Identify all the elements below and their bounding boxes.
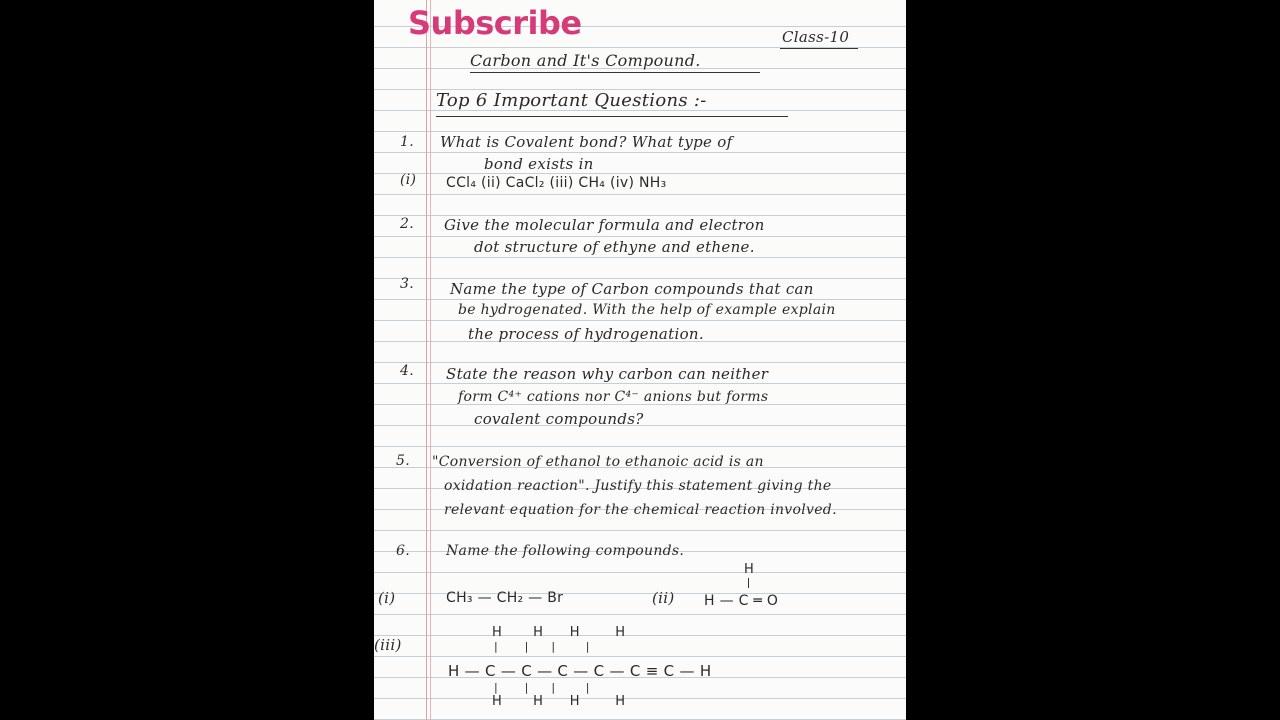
option-label: (i) — [400, 172, 417, 188]
title-underline — [470, 72, 760, 73]
question-line: Give the molecular formula and electron — [444, 216, 765, 234]
question-line: be hydrogenated. With the help of example explain — [458, 302, 836, 318]
question-number: 6. — [396, 543, 410, 559]
margin-line — [426, 0, 427, 720]
question-number: 4. — [400, 363, 414, 379]
compound-formula: H — C — C — C — C — C ≡ C — H — [448, 662, 712, 680]
question-line: form C⁴⁺ cations nor C⁴⁻ anions but forms — [458, 389, 769, 405]
question-line: "Conversion of ethanol to ethanoic acid is an — [432, 454, 764, 470]
question-number: 5. — [396, 453, 410, 469]
subscribe-overlay: Subscribe — [408, 4, 582, 42]
question-line: Name the type of Carbon compounds that can — [450, 280, 814, 298]
bond-line — [748, 578, 749, 588]
class-underline — [780, 48, 858, 49]
atom-row-bottom: H H H H — [492, 694, 626, 709]
question-line: oxidation reaction". Justify this statement giving the — [444, 478, 832, 494]
compound-formula: H — C ═ O — [704, 593, 779, 609]
notebook-logo — [812, 0, 866, 14]
atom-label: H — [744, 562, 755, 577]
compound-label: (ii) — [652, 589, 675, 607]
question-number: 1. — [400, 134, 414, 150]
question-line: Name the following compounds. — [446, 543, 685, 559]
compound-formula: CH₃ — CH₂ — Br — [446, 590, 564, 606]
question-line: State the reason why carbon can neither — [446, 365, 769, 383]
compound-label: (iii) — [374, 636, 402, 654]
page-subtitle: Top 6 Important Questions :- — [436, 90, 707, 111]
question-line: bond exists in — [484, 155, 594, 173]
page-title: Carbon and It's Compound. — [470, 51, 701, 70]
question-line: the process of hydrogenation. — [468, 325, 704, 343]
margin-line-secondary — [430, 0, 431, 720]
question-number: 2. — [400, 216, 414, 232]
compound-label: (i) — [378, 589, 396, 607]
question-line: What is Covalent bond? What type of — [440, 133, 733, 151]
option-formulas: CCl₄ (ii) CaCl₂ (iii) CH₄ (iv) NH₃ — [446, 175, 667, 191]
question-number: 3. — [400, 276, 414, 292]
class-label: Class-10 — [782, 28, 850, 46]
question-line: dot structure of ethyne and ethene. — [474, 238, 755, 256]
subtitle-underline — [436, 116, 788, 117]
notebook-page — [374, 0, 906, 720]
bond-row-bottom: | | | | — [494, 681, 590, 694]
question-line: covalent compounds? — [474, 410, 644, 428]
atom-row-top: H H H H — [492, 625, 626, 640]
question-line: relevant equation for the chemical reaction involved. — [444, 502, 837, 518]
bond-row-top: | | | | — [494, 640, 590, 653]
